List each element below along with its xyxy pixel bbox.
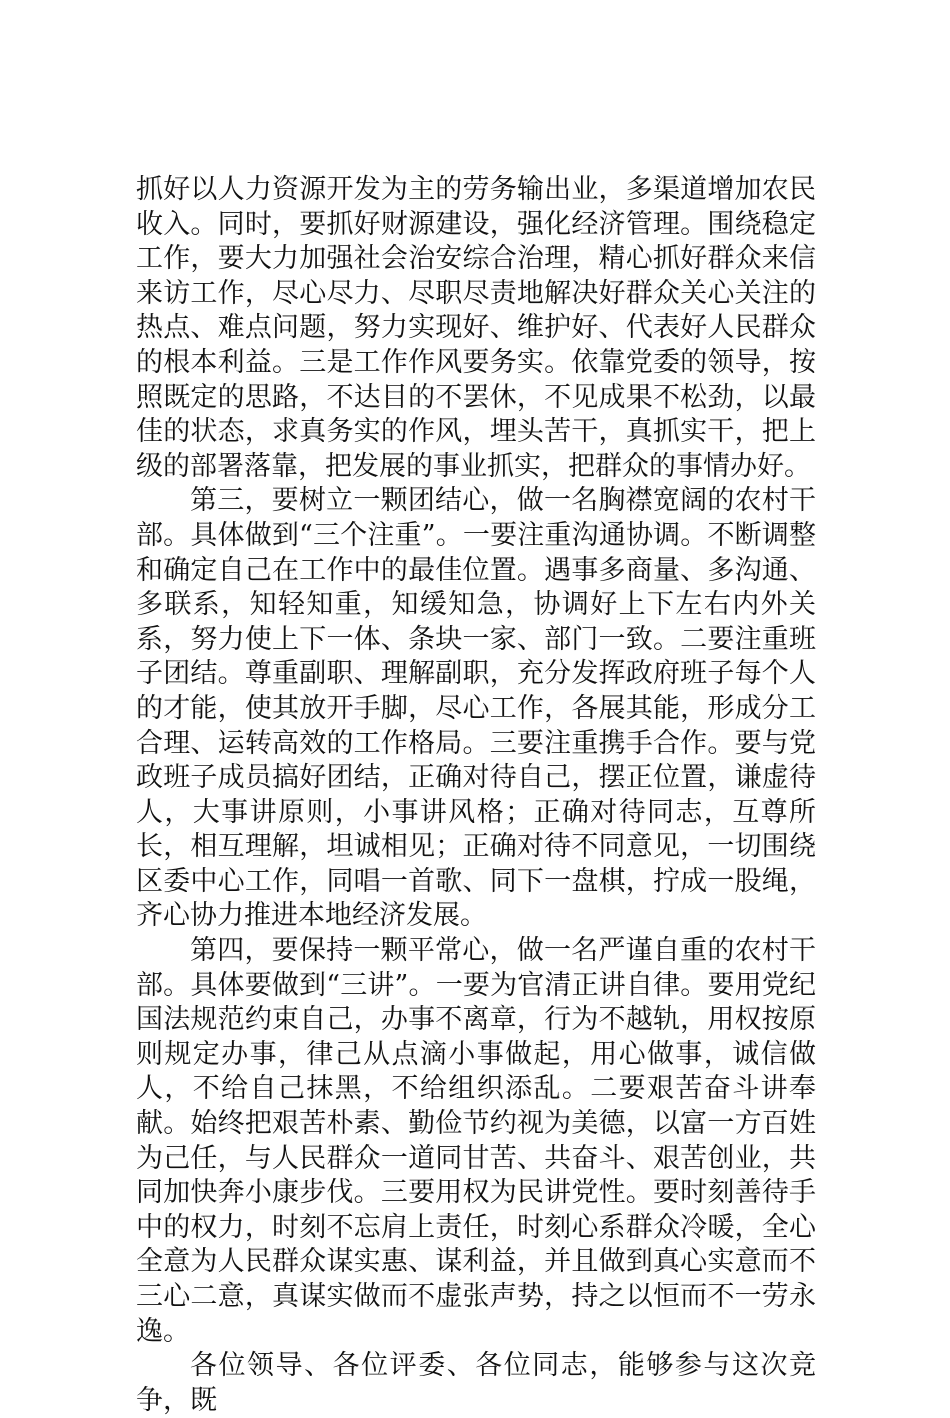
- paragraph-third-point: 第三，要树立一颗团结心，做一名胸襟宽阔的农村干部。具体做到“三个注重”。一要注重沟通协调。不断调整和确定自己在工作中的最佳位置。遇事多商量、多沟通、多联系，知轻知重，知缓知急，协调好上下左右内外关系，努力使上下一体、条块一家、部门一致。二要注重班子团结。尊重副职、理解副职，充分发挥政府班子每个人的才能，使其放开手脚，尽心工作，各展其能，形成分工合理、运转高效的工作格局。三要注重携手合作。要与党政班子成员搞好团结，正确对待自己，摆正位置，谦虚待人，大事讲原则，小事讲风格；正确对待同志，互尊所长，相互理解，坦诚相见；正确对待不同意见，一切围绕区委中心工作，同唱一首歌、同下一盘棋，拧成一股绳，齐心协力推进本地经济发展。: [136, 485, 816, 932]
- paragraph-fourth-point: 第四，要保持一颗平常心，做一名严谨自重的农村干部。具体要做到“三讲”。一要为官清正讲自律。要用党纪国法规范约束自己，办事不离章，行为不越轨，用权按原则规定办事，律己从点滴小事做起，用心做事，诚信做人，不给自己抹黑，不给组织添乱。二要艰苦奋斗讲奉献。始终把艰苦朴素、勤俭节约视为美德，以富一方百姓为己任，与人民群众一道同甘苦、共奋斗、艰苦创业，共同加快奔小康步伐。三要用权为民讲党性。要时刻善待手中的权力，时刻不忘肩上责任，时刻心系群众冷暖，全心全意为人民群众谋实惠、谋利益，并且做到真心实意而不三心二意，真谋实做而不虚张声势，持之以恒而不一劳永逸。: [136, 935, 816, 1347]
- paragraph-continuation: 抓好以人力资源开发为主的劳务输出业，多渠道增加农民收入。同时，要抓好财源建设，强化经济管理。围绕稳定工作，要大力加强社会治安综合治理，精心抓好群众来信来访工作，尽心尽力、尽职尽责地解决好群众关心关注的热点、难点问题，努力实现好、维护好、代表好人民群众的根本利益。三是工作作风要务实。依靠党委的领导，按照既定的思路，不达目的不罢休，不见成果不松劲，以最佳的状态，求真务实的作风，埋头苦干，真抓实干，把上级的部署落靠，把发展的事业抓实，把群众的事情办好。: [136, 174, 816, 482]
- paragraph-closing: 各位领导、各位评委、各位同志，能够参与这次竞争，既: [136, 1350, 816, 1416]
- document-body: [136, 173, 816, 1418]
